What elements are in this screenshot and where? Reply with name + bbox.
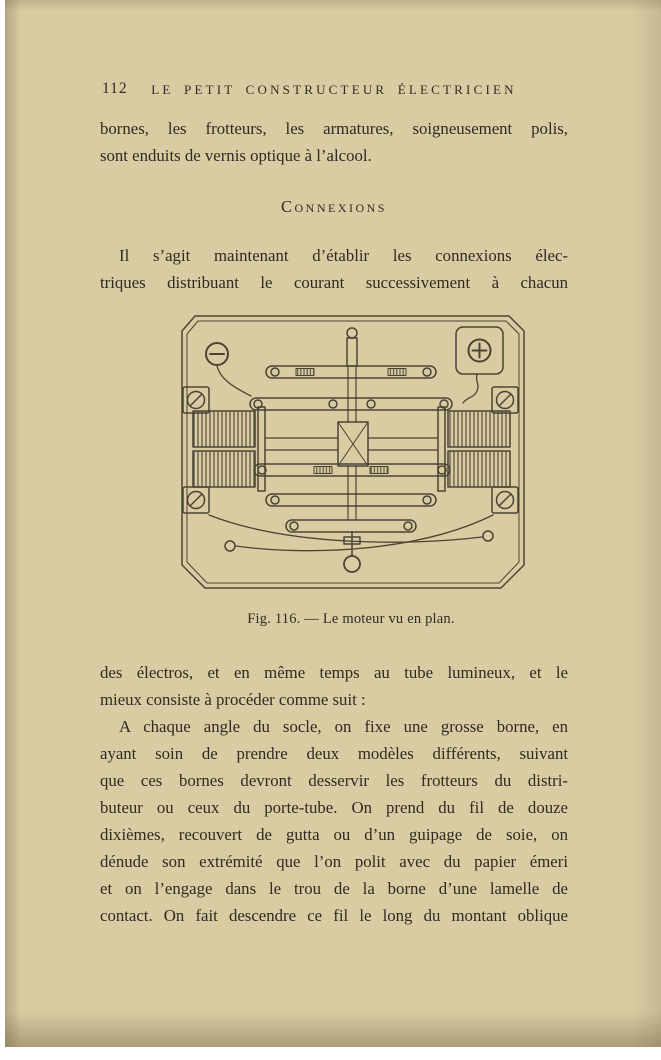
right-coil — [438, 407, 510, 491]
commutator — [338, 422, 368, 466]
linkage-bar — [266, 494, 436, 506]
screw-icon — [492, 387, 518, 413]
paragraph-2 — [100, 242, 568, 296]
paragraph-1 — [100, 115, 568, 169]
text-line: ayant soin de prendre deux modèles différents, suivant — [100, 744, 568, 763]
armature-axis — [265, 438, 438, 450]
text-line: A chaque angle du socle, on fixe une grosse borne, en — [119, 717, 568, 736]
text-line: Il s’agit maintenant d’établir les connexions élec- — [119, 246, 568, 265]
text-line: triques distribuant le courant successivement à chacun — [100, 273, 568, 292]
text-line: dénude son extrémité que l’on polit avec du papier émeri — [100, 852, 568, 871]
text-line: et on l’engage dans le trou de la borne d’une lamelle de — [100, 879, 568, 898]
minus-terminal-icon — [206, 343, 228, 365]
top-pivot — [347, 328, 357, 366]
page-number: 112 — [102, 80, 128, 97]
left-coil — [193, 407, 265, 491]
figure-drawing — [168, 310, 535, 603]
paragraph-4 — [100, 713, 568, 929]
page-header — [100, 80, 568, 100]
figure-caption: Fig. 116. — Le moteur vu en plan. — [247, 611, 455, 627]
text-line: dixièmes, recouvert de gutta ou d’un guipage de soie, on — [100, 825, 568, 844]
screw-icon — [492, 487, 518, 513]
wire — [463, 374, 478, 403]
text-line: bornes, les frotteurs, les armatures, soigneusement polis, — [100, 119, 568, 138]
text-line: des électros, et en même temps au tube lumineux, et le — [100, 663, 568, 682]
running-title: LE PETIT CONSTRUCTEUR ÉLECTRICIEN — [151, 82, 517, 97]
book-page — [5, 0, 661, 1047]
paragraph-3 — [100, 659, 568, 713]
text-line: sont enduits de vernis optique à l’alcool. — [100, 146, 372, 165]
text-line: buteur ou ceux du porte-tube. On prend du fil de douze — [100, 798, 568, 817]
section-heading: Connexions — [280, 197, 387, 216]
linkage-bar — [250, 398, 452, 410]
text-line: contact. On fait descendre ce fil le long du montant oblique — [100, 906, 568, 925]
wire — [217, 366, 251, 396]
linkage-bar — [286, 520, 416, 532]
plus-terminal-icon — [456, 327, 503, 374]
text-line: que ces bornes devront desservir les frotteurs du distri- — [100, 771, 568, 790]
text-line: mieux consiste à procéder comme suit : — [100, 690, 366, 709]
handle — [344, 532, 360, 572]
figure-116 — [168, 310, 535, 603]
linkage-bar — [266, 366, 436, 378]
